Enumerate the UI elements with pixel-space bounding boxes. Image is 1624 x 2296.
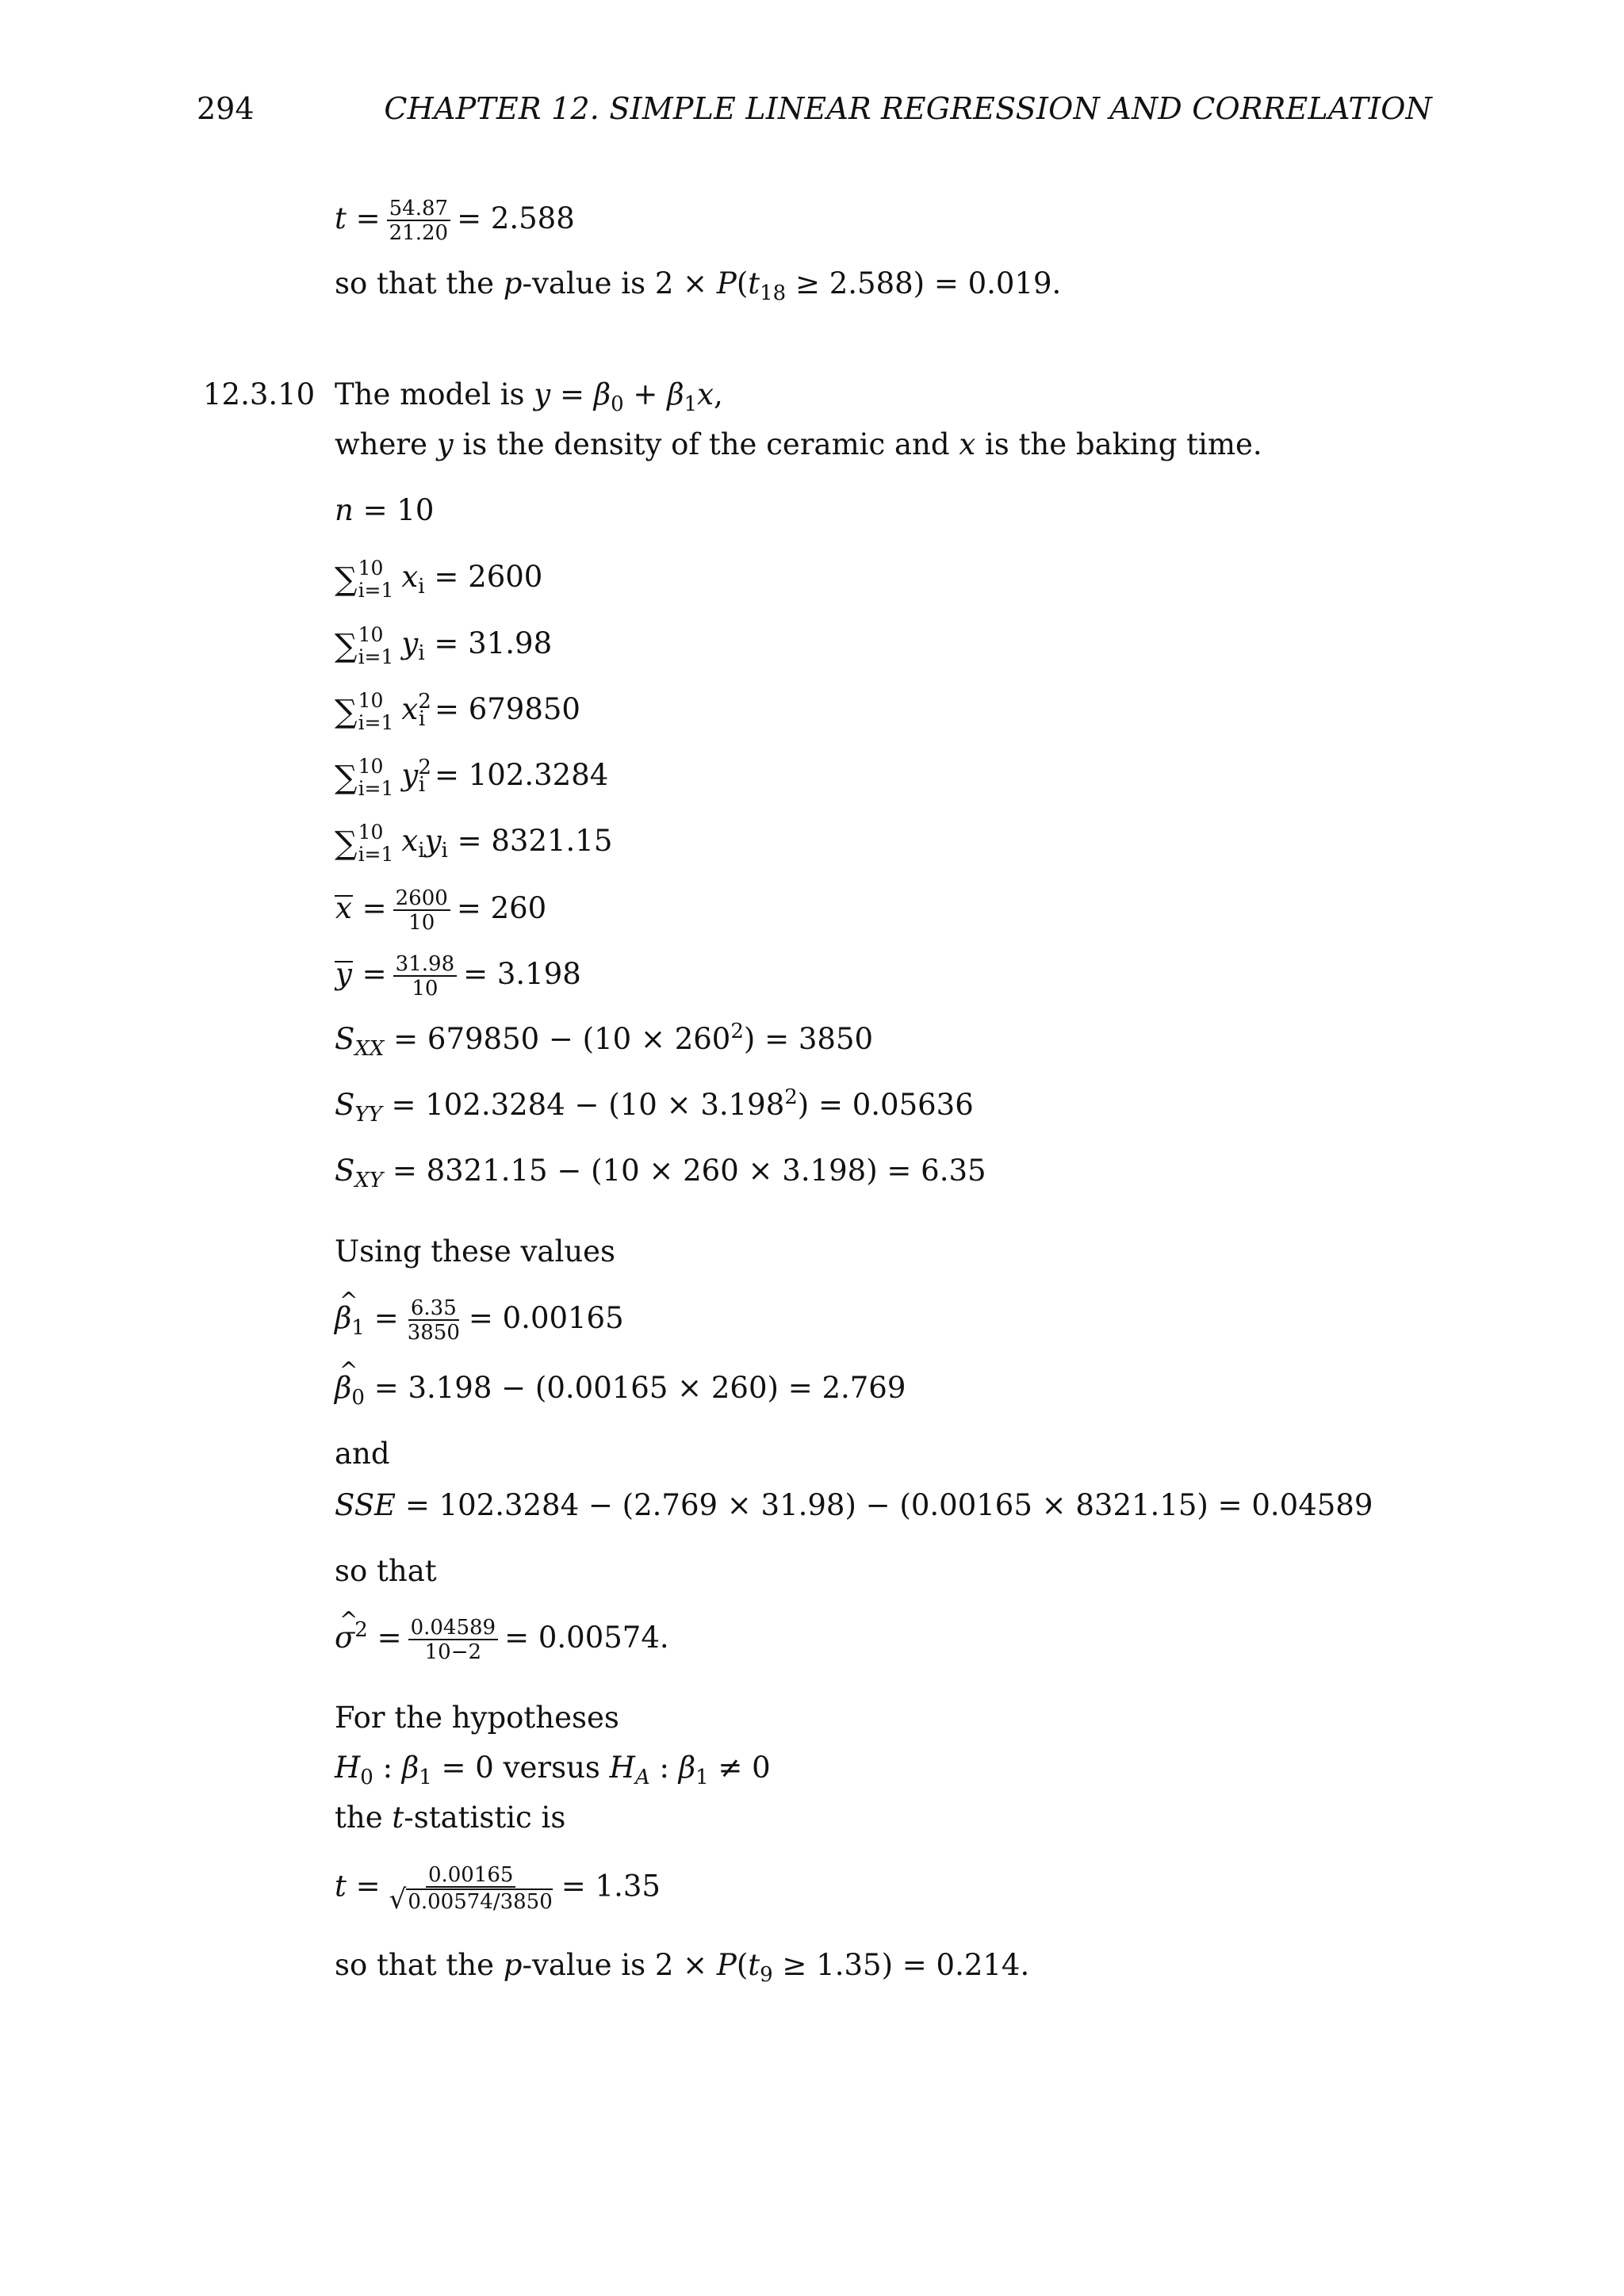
hypotheses: $H_0$ : $\beta_1 = 0$ versus $H_A$ : $\beta_1 \ne 0$ <box>335 1751 771 1789</box>
s-yy: $S_{YY} = 102.3284 - (10 \times 3.198^2) = 0.05636$ <box>335 1085 974 1127</box>
sum-y-squared: ∑ 10 i=1 $y^2_i = 102.3284$ <box>335 754 609 800</box>
and-text: and <box>335 1437 390 1471</box>
sample-size: n = 10 <box>335 493 435 527</box>
beta0-hat: ^ $\beta_0 = 3.198 - (0.00165 \times 260) = 2.769$ <box>335 1368 906 1408</box>
sum-xy: ∑ 10 i=1 $x_iy_i = 8321.15$ <box>335 820 613 866</box>
s-xy: $S_{XY} = 8321.15 - (10 \times 260 \times 3.198) = 6.35$ <box>335 1154 986 1192</box>
so-that-text: so that <box>335 1554 437 1588</box>
t-statistic: t = $\frac{0.00165}{√0.00574/3850}$ = 1.35 <box>335 1863 661 1915</box>
fraction: $\frac{31.98}{10}$ <box>393 954 457 999</box>
page-number: 294 <box>197 91 255 126</box>
sse: SSE = 102.3284 − (2.769 × 31.98) − (0.00165 × 8321.15) = 0.04589 <box>335 1488 1373 1522</box>
y-bar: y = $\frac{31.98}{10}$ = 3.198 <box>335 952 581 1001</box>
sum-x: ∑ 10 i=1 $x_i = 2600$ <box>335 556 543 602</box>
fraction: $\frac{6.35}{3850}$ <box>407 1296 460 1345</box>
x-bar: x = $\frac{2600}{10}$ = 260 <box>335 886 547 935</box>
running-head: CHAPTER 12. SIMPLE LINEAR REGRESSION AND CORRELATION <box>384 91 1432 126</box>
variable-definitions: where y is the density of the ceramic and x is the baking time. <box>335 427 1262 461</box>
using-values-text: Using these values <box>335 1234 616 1269</box>
t-statistic-intro: the t-statistic is <box>335 1800 566 1835</box>
fraction: $\frac{2600}{10}$ <box>393 888 450 933</box>
page-header <box>197 89 1432 128</box>
sigma-squared-hat: ^ $\sigma^2$ = $\frac{0.04589}{10-2}$ = 0.00574. <box>335 1617 669 1663</box>
sum-x-squared: ∑ 10 i=1 $x^2_i = 679850$ <box>335 688 580 734</box>
fraction: $\frac{54.87}{21.20}$ <box>387 198 450 243</box>
s-xx: $S_{XX} = 679850 - (10 \times 260^2) = 3850$ <box>335 1020 874 1061</box>
fraction: $\frac{0.04589}{10-2}$ <box>408 1617 499 1663</box>
hypotheses-intro: For the hypotheses <box>335 1701 619 1735</box>
sum-y: ∑ 10 i=1 $y_i = 31.98$ <box>335 622 553 668</box>
problem-number: 12.3.10 <box>203 377 316 411</box>
model-statement: The model is $y = \beta_0 + \beta_1x$, <box>335 377 723 416</box>
continuation-p-value: so that the p-value is $2 \times P(t_{18} \ge 2.588) = 0.019$. <box>335 266 1062 305</box>
fraction: $\frac{0.00165}{√0.00574/3850}$ <box>389 1863 553 1915</box>
final-p-value: so that the p-value is $2 \times P(t_9 \ge 1.35) = 0.214$. <box>335 1948 1030 1987</box>
beta1-hat: ^ $\beta_1$ = $\frac{6.35}{3850}$ = 0.00165 <box>335 1298 624 1343</box>
continuation-t-statistic: t = $\frac{54.87}{21.20}$ = 2.588 <box>335 197 575 245</box>
